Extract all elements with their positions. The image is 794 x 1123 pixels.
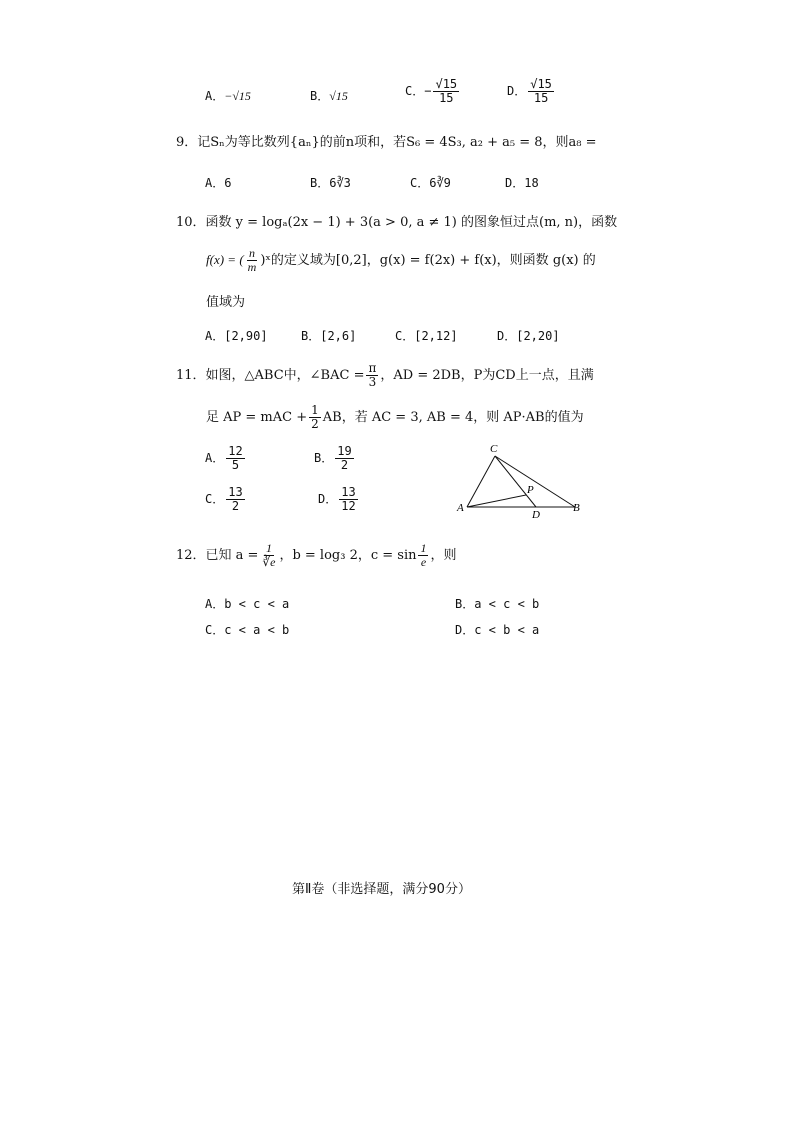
- q10-stem-line3: 值域为: [206, 295, 246, 310]
- segment-cd: [495, 456, 536, 507]
- q10-fraction-denominator: m: [247, 260, 257, 274]
- q12-option-d: D．c < b < a: [455, 623, 540, 637]
- q11-stem-line2: [206, 404, 584, 431]
- q9-option-c: C．6∛9: [410, 176, 451, 190]
- q8-option-d-label: D．: [507, 84, 527, 98]
- q11-option-b-label: B．: [314, 451, 334, 465]
- q8-option-a-label: A．: [205, 89, 225, 103]
- q10-option-a: A．[2,90]: [205, 329, 268, 343]
- q11-option-c: [205, 486, 247, 513]
- q8-option-d-denominator: 15: [533, 91, 549, 105]
- q8-option-c-numerator: √15: [435, 77, 458, 91]
- q11-option-c-label: C．: [205, 492, 225, 506]
- q11-option-a-denominator: 5: [231, 458, 240, 472]
- q12-option-c: C．c < a < b: [205, 623, 290, 637]
- q11-option-a-label: A．: [205, 451, 225, 465]
- q11-angle-numerator: π: [368, 361, 377, 375]
- q11-option-c-numerator: 13: [228, 485, 243, 499]
- q8-option-b: [310, 87, 348, 104]
- q11-half-numerator: 1: [311, 403, 319, 417]
- q11-stem-line2-rest: AB，若 AC = 3, AB = 4，则 AP·AB的值为: [322, 410, 584, 425]
- q11-option-b-denominator: 2: [340, 458, 349, 472]
- q12-option-a: A．b < c < a: [205, 597, 290, 611]
- q9-option-b: B．6∛3: [310, 176, 351, 190]
- q12-a-denominator: ∛e: [262, 555, 276, 569]
- q11-option-a-numerator: 12: [228, 444, 243, 458]
- q8-option-c-label: C．: [405, 84, 425, 98]
- q10-fraction-numerator: n: [248, 246, 255, 260]
- q11-stem-line1: [176, 362, 594, 389]
- triangle-figure: [452, 440, 592, 520]
- q9-option-a: A．6: [205, 176, 232, 190]
- label-c: C: [490, 443, 498, 455]
- q9-option-d: D．18: [505, 176, 539, 190]
- q11-option-a: [205, 445, 247, 472]
- q11-option-d-numerator: 13: [341, 485, 356, 499]
- label-d: D: [532, 509, 540, 520]
- q8-option-a-value: −√15: [224, 89, 251, 103]
- q10-option-b: B．[2,6]: [301, 329, 357, 343]
- q10-option-c: C．[2,12]: [395, 329, 458, 343]
- q9-stem: 9．记Sₙ为等比数列{aₙ}的前n项和，若S₆ = 4S₃, a₂ + a₅ = 8，则a₈ =: [176, 135, 597, 150]
- q8-option-c-denominator: 15: [439, 91, 454, 105]
- q12-option-b: B．a < c < b: [455, 597, 540, 611]
- q11-option-c-denominator: 2: [231, 499, 240, 513]
- q11-option-d: [318, 486, 360, 513]
- q11-option-d-label: D．: [318, 492, 338, 506]
- q10-stem-line2-rest: )ˣ的定义域为[0,2]，g(x) = f(2x) + f(x)，则函数 g(x) 的: [260, 253, 596, 268]
- q11-option-b-numerator: 19: [337, 444, 352, 458]
- edge-ac: [467, 456, 495, 507]
- q10-stem-line1: 10．函数 y = logₐ(2x − 1) + 3(a > 0, a ≠ 1) 的图象恒过点(m, n)，函数: [176, 215, 618, 230]
- q8-option-b-value: √15: [329, 89, 348, 103]
- q8-option-d: [507, 78, 556, 105]
- q10-stem-line2: [206, 247, 596, 274]
- q12-c-denominator: e: [420, 555, 427, 569]
- q11-stem-line2-start: 足 AP = mAC +: [206, 410, 308, 425]
- label-b: B: [573, 502, 580, 514]
- q11-stem-line1-rest: ，AD = 2DB，P为CD上一点，且满: [380, 368, 594, 383]
- q12-a-numerator: 1: [265, 541, 272, 555]
- q8-option-c: C．− $\frac{√15}{15}$: [405, 77, 458, 105]
- section-2-title: 第Ⅱ卷（非选择题，满分90分）: [292, 882, 471, 897]
- q12-stem-middle: ，b = log₃ 2，c = sin: [279, 548, 417, 563]
- label-a: A: [457, 502, 464, 514]
- q12-c-numerator: 1: [420, 541, 427, 555]
- q11-option-d-denominator: 12: [341, 499, 356, 513]
- q8-option-d-numerator: √15: [530, 77, 552, 91]
- q10-option-d: D．[2,20]: [497, 329, 560, 343]
- label-p: P: [527, 484, 534, 496]
- q8-option-a: [205, 87, 251, 104]
- q12-stem-end: ，则: [430, 548, 457, 563]
- q8-option-b-label: B．: [310, 89, 330, 103]
- segment-ap: [467, 495, 526, 507]
- q12-stem: [176, 542, 457, 569]
- q12-stem-start: 12．已知 a =: [176, 548, 259, 563]
- q11-stem-line1-start: 11．如图，△ABC中，∠BAC =: [176, 368, 365, 383]
- q11-angle-denominator: 3: [368, 375, 377, 389]
- q11-option-b: [314, 445, 356, 472]
- q10-fx-prefix: f(x) = (: [206, 252, 244, 267]
- q11-half-denominator: 2: [311, 417, 319, 431]
